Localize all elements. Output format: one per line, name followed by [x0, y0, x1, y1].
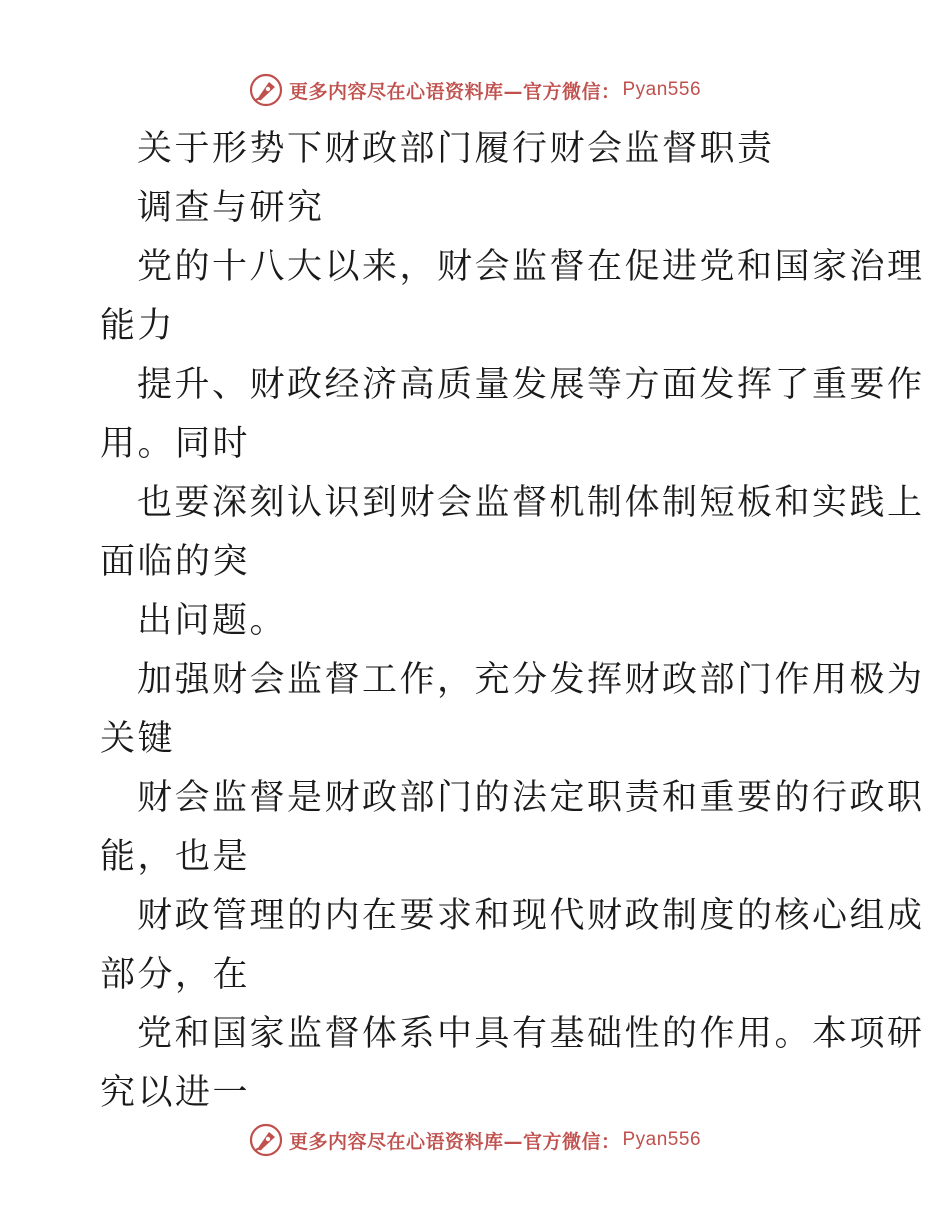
text-line: 党的十八大以来，财会监督在促进党和国家治理	[137, 247, 925, 287]
pen-nib-logo-icon	[249, 73, 283, 107]
text-line: 出问题。	[137, 601, 288, 641]
text-line: 财会监督是财政部门的法定职责和重要的行政职	[137, 778, 925, 818]
text-line: 财政管理的内在要求和现代财政制度的核心组成	[137, 896, 925, 936]
text-line: 面临的突	[100, 542, 251, 582]
text-line: 关键	[100, 719, 176, 759]
text-line: 党和国家监督体系中具有基础性的作用。本项研	[137, 1014, 925, 1054]
text-line: 能力	[100, 306, 176, 346]
document-body	[100, 120, 925, 1123]
text-line: 加强财会监督工作，充分发挥财政部门作用极为	[137, 660, 925, 700]
text-line: 也要深刻认识到财会监督机制体制短板和实践上	[137, 483, 925, 523]
title-line: 关于形势下财政部门履行财会监督职责	[137, 129, 775, 169]
header-watermark	[0, 70, 950, 110]
footer-watermark	[0, 1120, 950, 1160]
watermark-text: 更多内容尽在心语资料库—官方微信：	[288, 80, 621, 103]
subtitle-line: 调查与研究	[137, 188, 325, 228]
watermark-handle: Pyan556	[622, 1129, 702, 1150]
watermark-handle: Pyan556	[622, 79, 702, 100]
text-line: 部分，在	[100, 955, 251, 995]
text-line: 提升、财政经济高质量发展等方面发挥了重要作	[137, 365, 925, 405]
text-line: 究以进一	[100, 1073, 251, 1113]
text-line: 能，也是	[100, 837, 251, 877]
pen-nib-logo-icon	[249, 1123, 283, 1157]
text-line: 用。同时	[100, 424, 251, 464]
watermark-text: 更多内容尽在心语资料库—官方微信：	[288, 1130, 621, 1153]
